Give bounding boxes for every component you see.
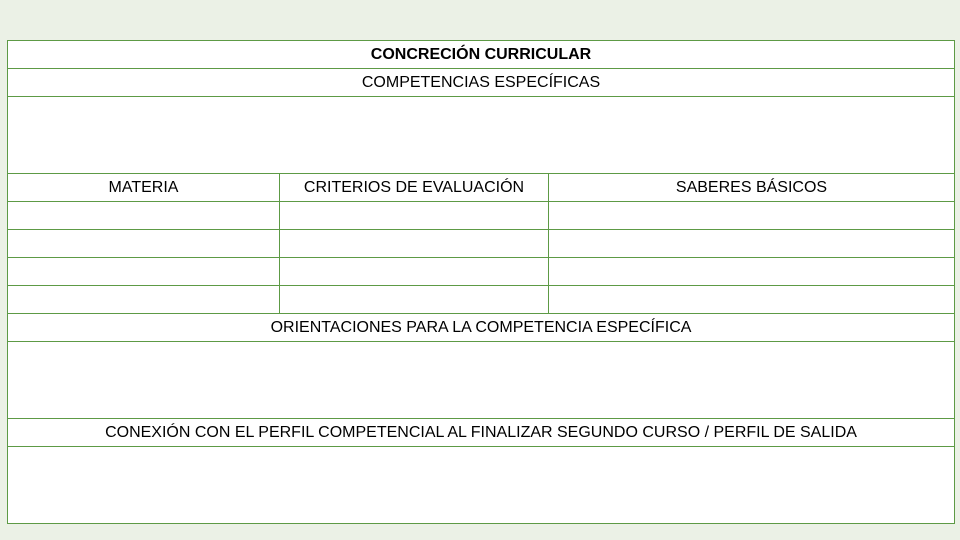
materia-cell[interactable] [8, 202, 280, 230]
concrecion-curricular-table [7, 40, 955, 524]
materia-cell[interactable] [8, 258, 280, 286]
criterios-cell[interactable] [280, 286, 549, 314]
orientaciones-header: ORIENTACIONES PARA LA COMPETENCIA ESPECÍFICA [8, 314, 955, 342]
materia-cell[interactable] [8, 286, 280, 314]
saberes-cell[interactable] [549, 202, 955, 230]
criterios-cell[interactable] [280, 202, 549, 230]
saberes-cell[interactable] [549, 258, 955, 286]
conexion-perfil-header: CONEXIÓN CON EL PERFIL COMPETENCIAL AL FINALIZAR SEGUNDO CURSO / PERFIL DE SALIDA [8, 419, 955, 447]
criterios-evaluacion-header: CRITERIOS DE EVALUACIÓN [280, 174, 549, 202]
competencias-especificas-cell[interactable] [8, 97, 955, 174]
table-row [8, 286, 955, 314]
materia-cell[interactable] [8, 230, 280, 258]
table-row [8, 230, 955, 258]
saberes-cell[interactable] [549, 286, 955, 314]
saberes-basicos-header: SABERES BÁSICOS [549, 174, 955, 202]
orientaciones-cell[interactable] [8, 342, 955, 419]
criterios-cell[interactable] [280, 258, 549, 286]
saberes-cell[interactable] [549, 230, 955, 258]
table-title: CONCRECIÓN CURRICULAR [8, 41, 955, 69]
materia-header: MATERIA [8, 174, 280, 202]
competencias-especificas-header: COMPETENCIAS ESPECÍFICAS [8, 69, 955, 97]
criterios-cell[interactable] [280, 230, 549, 258]
table-row [8, 202, 955, 230]
conexion-perfil-cell[interactable] [8, 447, 955, 524]
table-row [8, 258, 955, 286]
